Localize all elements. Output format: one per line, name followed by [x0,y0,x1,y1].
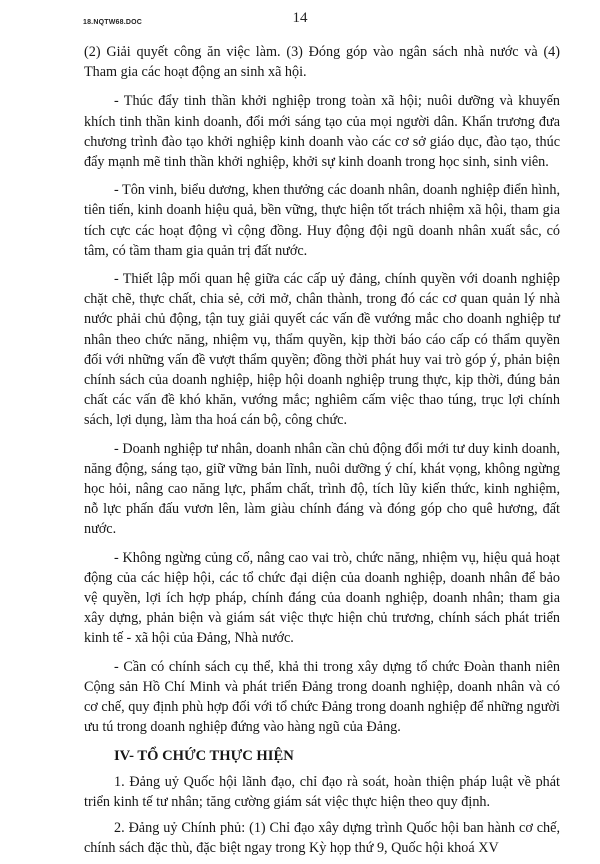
page-number: 14 [292,10,308,26]
paragraph-continuation: (2) Giải quyết công ăn việc làm. (3) Đóng góp vào ngân sách nhà nước và (4) Tham gia các hoạt động an sinh xã hội. [84,44,560,81]
paragraph-private-enterprise-innovation: - Doanh nghiệp tư nhân, doanh nhân cần chủ động đổi mới tư duy kinh doanh, năng động, sáng tạo, giữ vững bản lĩnh, nuôi dưỡng ý chí, khát vọng, không ngừng học hỏi, nâng cao năng lực, phẩm chất, trình độ, tích lũy kiến thức, kinh nghiệm, nỗ lực phấn đấu vươn lên, làm giàu chính đáng và đóng góp cho quê hương, đất nước. [84,440,560,538]
paragraph-party-business-relations: - Thiết lập mối quan hệ giữa các cấp uỷ đảng, chính quyền với doanh nghiệp chặt chẽ, thực chất, chia sẻ, cởi mở, chân thành, trong đó các cơ quan quản lý nhà nước phải chủ động, tận tuỵ giải quyết các vấn đề vướng mắc cho doanh nghiệp tư nhân theo chức năng, nhiệm vụ, thẩm quyền, kịp thời báo cáo cấp có thẩm quyền đối với những vấn đề vượt thẩm quyền; đồng thời phát huy vai trò góp ý, phản biện chính sách của doanh nghiệp, hiệp hội doanh nghiệp trung thực, kịp thời, đúng bản chất các vấn đề khó khăn, vướng mắc; nghiêm cấm việc thao túng, trục lợi chính sách, lợi dụng, làm tha hoá cán bộ, công chức. [84,271,560,429]
implementation-item-1: 1. Đảng uỷ Quốc hội lãnh đạo, chỉ đạo rà soát, hoàn thiện pháp luật về phát triển kinh tế tư nhân; tăng cường giám sát việc thực hiện theo quy định. [84,773,560,810]
section-heading-implementation: IV- TỔ CHỨC THỰC HIỆN [114,747,294,764]
paragraph-business-associations: - Không ngừng củng cố, nâng cao vai trò, chức năng, nhiệm vụ, hiệu quả hoạt động của các hiệp hội, các tổ chức đại diện của doanh nghiệp, doanh nhân để bảo vệ quyền, lợi ích hợp pháp, chính đáng của doanh nghiệp, doanh nhân; tham gia xây dựng, phản biện và giám sát việc thực hiện chủ trương, chính sách phát triển kinh tế - xã hội của Đảng, Nhà nước. [84,549,560,647]
paragraph-honor-entrepreneurs: - Tôn vinh, biểu dương, khen thưởng các doanh nhân, doanh nghiệp điển hình, tiên tiến, kinh doanh hiệu quả, bền vững, thực hiện tốt trách nhiệm xã hội, tham gia tích cực các hoạt động vì cộng đồng. Huy động đội ngũ doanh nhân xuất sắc, có tâm, có tầm tham gia quản trị đất nước. [84,182,560,259]
paragraph-entrepreneurship: - Thúc đẩy tinh thần khởi nghiệp trong toàn xã hội; nuôi dưỡng và khuyến khích tinh thần kinh doanh, đổi mới sáng tạo của mọi người dân. Khẩn trương đưa chương trình đào tạo khởi nghiệp kinh doanh vào các cơ sở giáo dục, đào tạo, thúc đẩy mạnh mẽ tinh thần khởi nghiệp, khởi sự kinh doanh trong học sinh, sinh viên. [84,93,560,171]
implementation-item-2: 2. Đảng uỷ Chính phủ: (1) Chỉ đạo xây dựng trình Quốc hội ban hành cơ chế, chính sách đặc thù, đặc biệt ngay trong Kỳ họp thứ 9, Quốc hội khoá XV [84,819,560,857]
document-body [84,42,560,864]
document-filename: 18.NQTW68.DOC [83,19,142,26]
paragraph-youth-union-party: - Cần có chính sách cụ thể, khả thi trong xây dựng tổ chức Đoàn thanh niên Cộng sản Hồ Chí Minh và phát triển Đảng trong doanh nghiệp, doanh nhân và có cơ chế, quy định phù hợp đối với tổ chức Đảng trong doanh nghiệp để những người ưu tú trong doanh nghiệp đứng vào hàng ngũ của Đảng. [84,658,560,736]
